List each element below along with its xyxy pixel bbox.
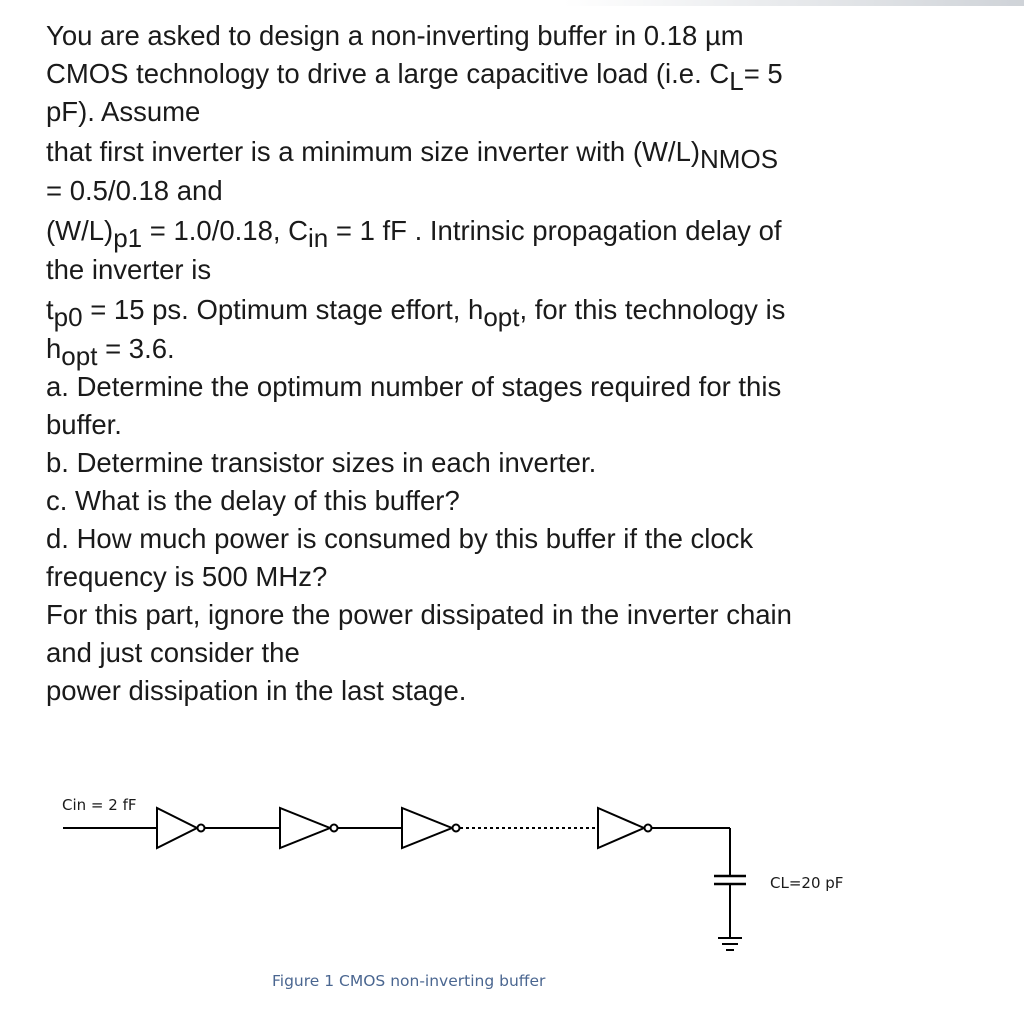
figure-caption: Figure 1 CMOS non-inverting buffer (272, 972, 546, 990)
cl-label: CL=20 pF (770, 874, 844, 892)
top-shadow-bar (0, 0, 1024, 6)
text-line: CMOS technology to drive a large capacitive load (i.e. CL= 5 (46, 58, 783, 96)
question-d-note-cont: and just consider the (46, 637, 300, 668)
inverter-2-bubble (331, 825, 338, 832)
inverter-2 (280, 808, 330, 848)
question-d-note-cont: power dissipation in the last stage. (46, 675, 467, 706)
question-d-cont: frequency is 500 MHz? (46, 561, 328, 592)
text-line: pF). Assume (46, 96, 201, 127)
text-line: the inverter is (46, 254, 212, 285)
question-d-note: For this part, ignore the power dissipated in the inverter chain (46, 599, 792, 630)
question-b: b. Determine transistor sizes in each inverter. (46, 447, 597, 478)
text-line: = 0.5/0.18 and (46, 175, 223, 206)
text-line: tp0 = 15 ps. Optimum stage effort, hopt, for this technology is (46, 294, 786, 332)
question-a: a. Determine the optimum number of stages required for this (46, 371, 782, 402)
question-c: c. What is the delay of this buffer? (46, 485, 460, 516)
text-line: (W/L)p1 = 1.0/0.18, Cin = 1 fF . Intrinsic propagation delay of (46, 215, 782, 253)
inverter-3 (402, 808, 452, 848)
buffer-figure (0, 780, 1024, 1019)
text-line: hopt = 3.6. (46, 333, 175, 371)
inverter-n-bubble (645, 825, 652, 832)
text-line: You are asked to design a non-inverting buffer in 0.18 µm (46, 20, 744, 51)
inverter-1-bubble (198, 825, 205, 832)
inverter-3-bubble (453, 825, 460, 832)
inverter-chain-diagram (0, 780, 1024, 1019)
inverter-1 (157, 808, 197, 848)
question-d: d. How much power is consumed by this buffer if the clock (46, 523, 754, 554)
cin-label: Cin = 2 fF (62, 796, 137, 814)
text-line: that first inverter is a minimum size inverter with (W/L)NMOS (46, 136, 779, 174)
inverter-n (598, 808, 644, 848)
question-a-cont: buffer. (46, 409, 122, 440)
problem-statement (46, 17, 1006, 710)
